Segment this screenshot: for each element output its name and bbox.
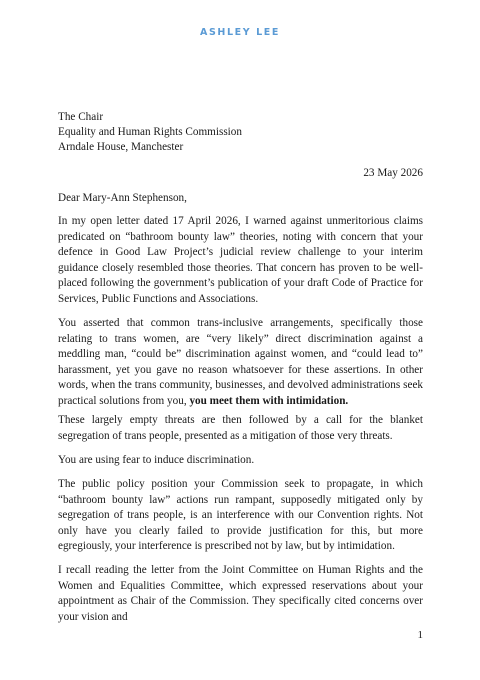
paragraph-5: The public policy position your Commission seek to propagate, in which “bathroom bounty law” actions run rampant, supposedly mitigated only by segregation of trans people, is an interference with our Convention rights. Not only have you clearly failed to provide justification for this, but more egregiously, your interference is prescribed not by law, but by intimidation. [58,478,423,553]
letterhead-name: ASHLEY LEE [200,27,280,38]
recipient-line-3: Arndale House, Manchester [58,141,184,154]
paragraph-1: In my open letter dated 17 April 2026, I warned against unmeritorious claims predicated on “bathroom bounty law” theories, noting with concern that your defence in Good Law Project’s judicial review challenge to your interim guidance closely resembled those theories. That concern has proven to be well-placed following the government’s publication of your draft Code of Practice for Services, Public Functions and Associations. [58,215,423,305]
paragraph-2-emphasis: you meet them with intimidation. [189,394,349,407]
salutation: Dear Mary-Ann Stephenson, [58,192,187,204]
paragraph-2 [58,316,423,410]
recipient-address [58,110,423,156]
page-number: 1 [417,629,423,641]
recipient-line-2: Equality and Human Rights Commission [58,126,242,139]
letter-date: 23 May 2026 [363,167,423,179]
paragraph-3: These largely empty threats are then followed by a call for the blanket segregation of trans people, presented as a mitigation of those very threats. [58,414,423,442]
recipient-line-1: The Chair [58,111,104,123]
paragraph-6: I recall reading the letter from the Joint Committee on Human Rights and the Women and Equalities Committee, which expressed reservations about your appointment as Chair of the Commission. They specifically cited concerns over your vision and [58,564,423,623]
paragraph-2-text: You asserted that common trans-inclusive arrangements, specifically those relating to trans women, are “very likely” direct discrimination against a meddling man, “could be” discrimination against women, and “could lead to” harassment, yet you gave no reason whatsoever for these assertions. In other words, when the trans community, businesses, and devolved administrations seek practical solutions from you, [58,317,423,407]
paragraph-4: You are using fear to induce discrimination. [58,454,255,466]
